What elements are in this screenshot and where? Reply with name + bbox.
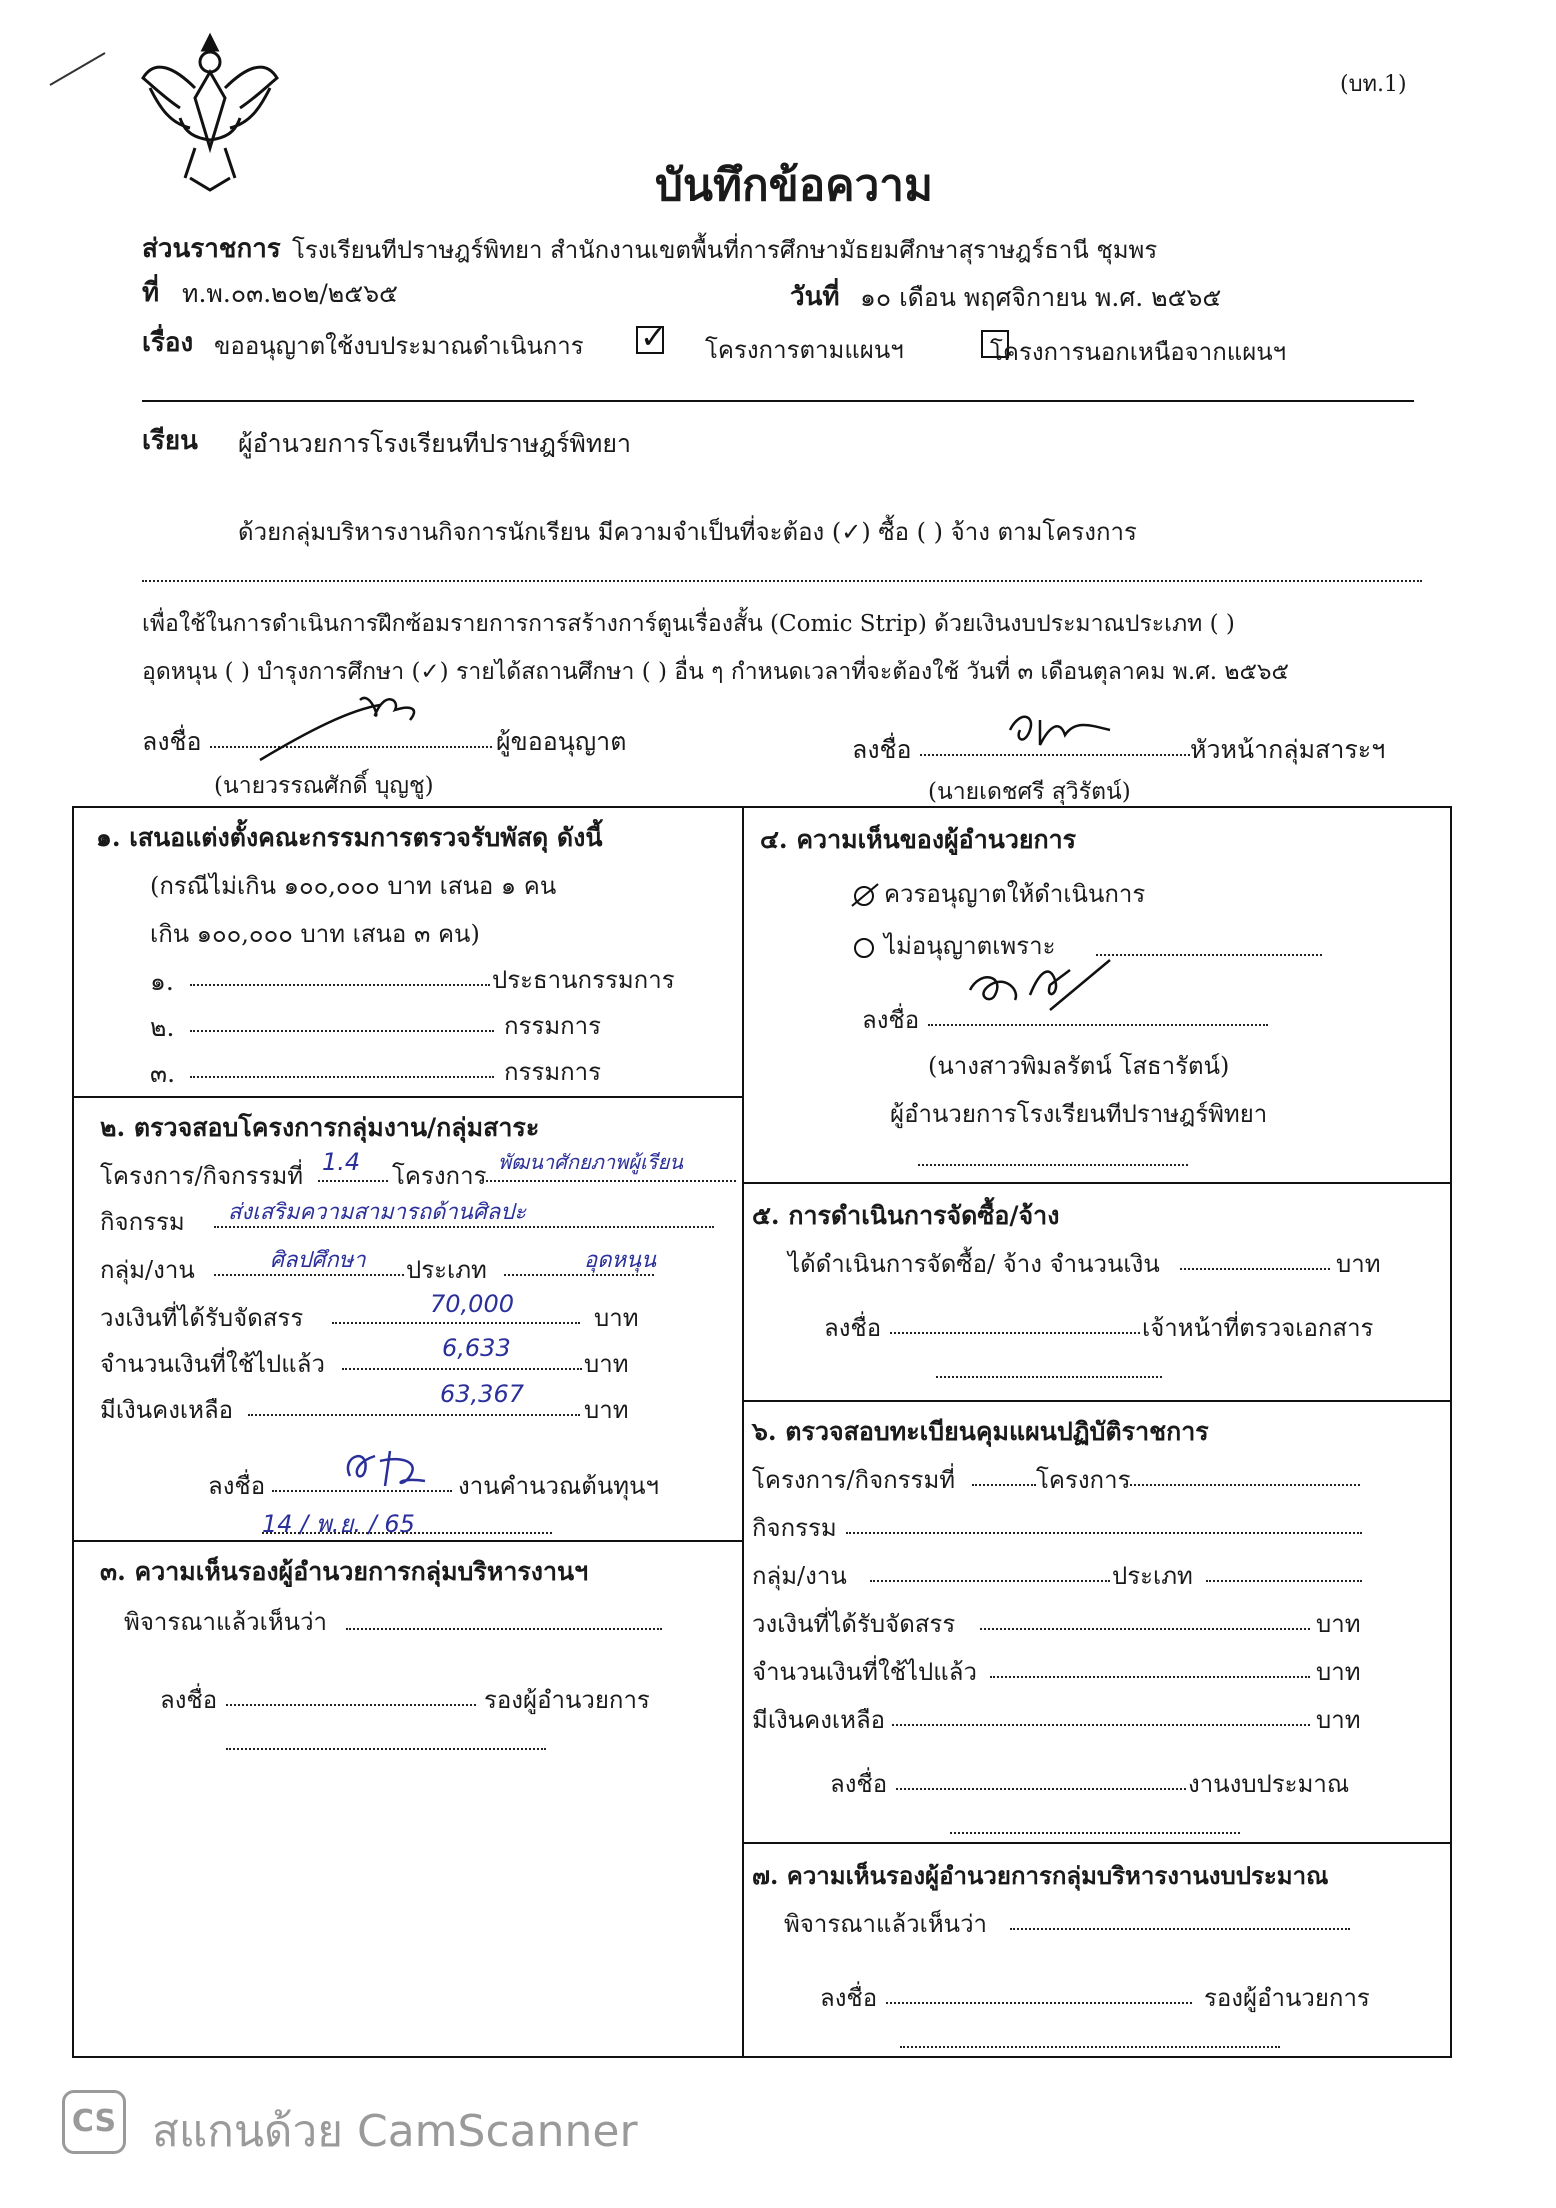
ref-label: ที่ — [142, 278, 160, 308]
camscanner-badge: CS — [62, 2090, 126, 2154]
table-center-divider — [742, 806, 744, 2058]
para3: อุดหนุน ( ) บำรุงการศึกษา (✓) รายได้สถานศึกษา ( ) อื่น ๆ กำหนดเวลาที่จะต้องใช้ วันที่ ๓ เดือนตุลาคม พ.ศ. ๒๕๖๕ — [142, 659, 1289, 685]
requester-role: ผู้ขออนุญาต — [496, 727, 627, 756]
head-sign-label: ลงชื่อ — [852, 735, 912, 764]
agency-value: โรงเรียนทีปราษฎร์พิทยา สำนักงานเขตพื้นที่การศึกษามัธยมศึกษาสุราษฎร์ธานี ชุมพร — [292, 236, 1158, 264]
head-role: หัวหน้ากลุ่มสาระฯ — [1190, 735, 1386, 764]
sec2-remain-label: มีเงินคงเหลือ — [100, 1396, 234, 1424]
sec5-baht: บาท — [1336, 1250, 1381, 1278]
in-plan-checkbox[interactable] — [636, 326, 664, 354]
sec6-activity-label: กิจกรรม — [752, 1514, 837, 1542]
sec4-role: ผู้อำนวยการโรงเรียนทีปราษฎร์พิทยา — [890, 1100, 1268, 1128]
sec6-remain-label: มีเงินคงเหลือ — [752, 1706, 886, 1734]
divider-sec4-sec5 — [742, 1182, 1452, 1184]
sec6-sign-role: งานงบประมาณ — [1188, 1770, 1350, 1798]
divider-sec5-sec6 — [742, 1400, 1452, 1402]
sec3-consider: พิจารณาแล้วเห็นว่า — [124, 1608, 328, 1636]
sec2-type-value: อุดหนุน — [584, 1248, 657, 1273]
out-plan-label: โครงการนอกเหนือจากแผนฯ — [990, 338, 1287, 366]
sec1-n1: ๑. — [150, 967, 174, 996]
requester-sign-label: ลงชื่อ — [142, 727, 202, 756]
para2: เพื่อใช้ในการดำเนินการฝึกซ้อมรายการการสร้างการ์ตูนเรื่องสั้น (Comic Strip) ด้วยเงินงบประมาณประเภท ( ) — [142, 611, 1235, 637]
sec6-remain-baht: บาท — [1316, 1706, 1361, 1734]
sec2-remain-value: 63,367 — [440, 1380, 524, 1408]
sec2-activity-label: กิจกรรม — [100, 1208, 185, 1236]
sec7-date-dots — [900, 2046, 1280, 2048]
date-value: ๑๐ เดือน พฤศจิกายน พ.ศ. ๒๕๖๕ — [860, 283, 1222, 312]
sec6-used-label: จำนวนเงินที่ใช้ไปแล้ว — [752, 1658, 977, 1686]
sec2-type-label: ประเภท — [406, 1256, 487, 1284]
sec1-r2: กรรมการ — [504, 1012, 602, 1040]
sec1-n3: ๓. — [150, 1059, 176, 1088]
sec1-note1: (กรณีไม่เกิน ๑๐๐,๐๐๐ บาท เสนอ ๑ คน — [150, 872, 557, 900]
sec2-used-baht: บาท — [584, 1350, 629, 1378]
sec4-name: (นางสาวพิมลรัตน์ โสธารัตน์) — [928, 1052, 1230, 1080]
date-label: วันที่ — [790, 282, 840, 312]
requester-name: (นายวรรณศักดิ์ บุญชู) — [214, 773, 434, 799]
header-divider — [142, 400, 1414, 402]
sec1-note2: เกิน ๑๐๐,๐๐๐ บาท เสนอ ๓ คน) — [150, 920, 480, 948]
sec6-title: ๖. ตรวจสอบทะเบียนคุมแผนปฏิบัติราชการ — [752, 1417, 1209, 1446]
page-title: บันทึกข้อความ — [655, 160, 934, 211]
sec2-group-label: กลุ่ม/งาน — [100, 1256, 195, 1284]
garuda-emblem-icon — [135, 28, 285, 198]
sec2-used-value: 6,633 — [442, 1334, 511, 1362]
to-value: ผู้อำนวยการโรงเรียนทีปราษฎร์พิทยา — [238, 429, 632, 458]
sec2-date: 14 / พ.ย. / 65 — [262, 1510, 415, 1538]
sec2-activity-value: ส่งเสริมความสามารถด้านศิลปะ — [228, 1200, 527, 1225]
sec1-r1: ประธานกรรมการ — [492, 966, 675, 994]
sec5-sign-label: ลงชื่อ — [824, 1314, 882, 1342]
allow-radio[interactable] — [854, 886, 874, 906]
sec6-group-label: กลุ่ม/งาน — [752, 1562, 847, 1590]
camscanner-watermark: สแกนด้วย CamScanner — [152, 2106, 638, 2157]
sec6-sign-label: ลงชื่อ — [830, 1770, 888, 1798]
in-plan-label: โครงการตามแผนฯ — [705, 336, 904, 364]
divider-sec1-sec2 — [72, 1096, 742, 1098]
to-label: เรียน — [142, 426, 198, 456]
sec7-sign-role: รองผู้อำนวยการ — [1204, 1984, 1370, 2012]
sec2-project-no: 1.4 — [322, 1148, 361, 1176]
subject-value: ขออนุญาตใช้งบประมาณดำเนินการ — [214, 332, 584, 360]
form-code: (บท.1) — [1340, 72, 1407, 97]
sec2-project-name: พัฒนาศักยภาพผู้เรียน — [498, 1150, 683, 1174]
agency-label: ส่วนราชการ — [142, 234, 281, 264]
sec3-date-dots — [226, 1748, 546, 1750]
sec3-sign-label: ลงชื่อ — [160, 1686, 218, 1714]
sec2-sign-label: ลงชื่อ — [208, 1472, 266, 1500]
sec4-opt-allow: ควรอนุญาตให้ดำเนินการ — [854, 874, 1145, 913]
head-signature — [1000, 700, 1120, 760]
corner-scribble — [45, 45, 115, 95]
sec6-project-word: โครงการ — [1036, 1466, 1131, 1494]
sec6-type-label: ประเภท — [1112, 1562, 1193, 1590]
sec2-alloc-value: 70,000 — [430, 1290, 514, 1318]
sec2-sign-role: งานคำนวณต้นทุนฯ — [458, 1472, 659, 1500]
para1: ด้วยกลุ่มบริหารงานกิจการนักเรียน มีความจำเป็นที่จะต้อง (✓) ซื้อ ( ) จ้าง ตามโครงการ — [238, 518, 1137, 546]
sec7-sign-label: ลงชื่อ — [820, 1984, 878, 2012]
sec7-consider: พิจารณาแล้วเห็นว่า — [784, 1910, 988, 1938]
requester-signature — [250, 680, 430, 770]
sec1-title: ๑. เสนอแต่งตั้งคณะกรรมการตรวจรับพัสดุ ดังนี้ — [96, 823, 603, 852]
sec6-alloc-baht: บาท — [1316, 1610, 1361, 1638]
sec2-signature — [330, 1436, 440, 1496]
sec6-alloc-label: วงเงินที่ได้รับจัดสรร — [752, 1610, 956, 1638]
sec4-title: ๔. ความเห็นของผู้อำนวยการ — [760, 825, 1077, 854]
head-name: (นายเดชศรี สุวิรัตน์) — [928, 779, 1131, 805]
sec2-alloc-baht: บาท — [594, 1304, 639, 1332]
ref-value: ท.พ.๐๓.๒๐๒/๒๕๖๕ — [182, 279, 398, 308]
sec2-project-label: โครงการ/กิจกรรมที่ — [100, 1162, 304, 1190]
divider-sec6-sec7 — [742, 1842, 1452, 1844]
sec6-used-baht: บาท — [1316, 1658, 1361, 1686]
sec6-date-dots — [950, 1832, 1240, 1834]
sec4-sign-label: ลงชื่อ — [862, 1006, 920, 1034]
para-dots — [142, 580, 1422, 582]
sec5-sign-role: เจ้าหน้าที่ตรวจเอกสาร — [1142, 1314, 1374, 1342]
sec7-title: ๗. ความเห็นรองผู้อำนวยการกลุ่มบริหารงานงบประมาณ — [752, 1861, 1329, 1890]
sec5-date-dots — [936, 1376, 1162, 1378]
sec3-title: ๓. ความเห็นรองผู้อำนวยการกลุ่มบริหารงานฯ — [100, 1557, 589, 1586]
sec6-project-label: โครงการ/กิจกรรมที่ — [752, 1466, 956, 1494]
sec5-line1: ได้ดำเนินการจัดซื้อ/ จ้าง จำนวนเงิน — [788, 1250, 1160, 1278]
sec4-opt-deny: ไม่อนุญาตเพราะ — [854, 926, 1056, 965]
sec2-project-word: โครงการ — [392, 1162, 487, 1190]
sec4-date-dots — [918, 1164, 1188, 1166]
deny-radio[interactable] — [854, 938, 874, 958]
sec5-title: ๕. การดำเนินการจัดซื้อ/จ้าง — [752, 1201, 1060, 1230]
sec2-alloc-label: วงเงินที่ได้รับจัดสรร — [100, 1304, 304, 1332]
sec1-r3: กรรมการ — [504, 1058, 602, 1086]
subject-label: เรื่อง — [142, 328, 194, 358]
sec3-sign-role: รองผู้อำนวยการ — [484, 1686, 650, 1714]
sec2-used-label: จำนวนเงินที่ใช้ไปแล้ว — [100, 1350, 325, 1378]
sec2-group-value: ศิลปศึกษา — [270, 1248, 366, 1273]
sec2-remain-baht: บาท — [584, 1396, 629, 1424]
director-signature — [960, 950, 1120, 1020]
sec1-n2: ๒. — [150, 1013, 175, 1042]
sec2-title: ๒. ตรวจสอบโครงการกลุ่มงาน/กลุ่มสาระ — [100, 1113, 540, 1142]
